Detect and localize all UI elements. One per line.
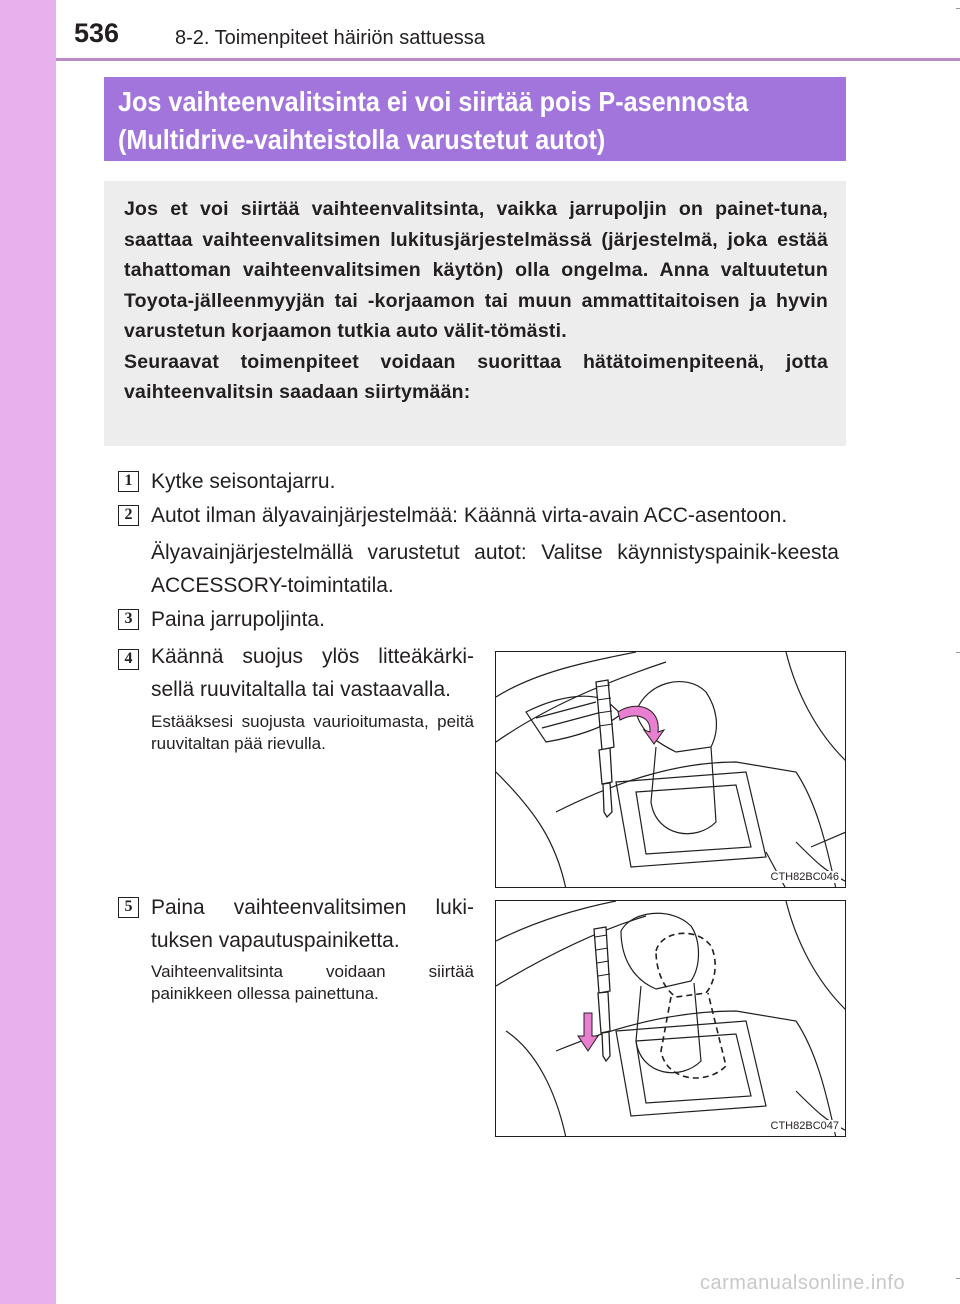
section-title-line-1: Jos vaihteenvalitsinta ei voi siirtää pois P-asennosta <box>118 86 749 117</box>
step-number-3: 3 <box>118 609 139 630</box>
header-divider <box>56 58 960 61</box>
page-number: 536 <box>74 18 120 48</box>
section-title-line-2: (Multidrive-vaihteistolla varustetut autot) <box>118 124 606 155</box>
crop-mark <box>956 8 960 9</box>
watermark: carmanualsonline.info <box>700 1272 906 1294</box>
step-1-text: Kytke seisontajarru. <box>151 470 336 493</box>
crop-mark <box>956 652 960 653</box>
chapter-sidebar-tab <box>0 0 56 1304</box>
step-2-text: Autot ilman älyavainjärjestelmää: Käännä virta-avain ACC-asentoon. <box>151 504 788 527</box>
chapter-title: 8-2. Toimenpiteet häiriön sattuessa <box>175 27 485 49</box>
section-title-banner <box>104 77 846 161</box>
shift-lock-drawing <box>496 901 846 1137</box>
intro-paragraph-2: Seuraavat toimenpiteet voidaan suorittaa hätätoimenpiteenä, jotta vaihteenvalitsin saadaan siirtymään: <box>124 350 828 403</box>
step-5-note: Vaihteenvalitsinta voidaan siirtää painikkeen ollessa painettuna. <box>151 962 474 1003</box>
crop-mark <box>956 1278 960 1279</box>
step-5-text: Paina vaihteenvalitsimen luki-tuksen vapautuspainiketta. <box>151 896 474 952</box>
step-number-5: 5 <box>118 897 139 918</box>
step-2-text-smart-key: Älyavainjärjestelmällä varustetut autot: Valitse käynnistyspainik-keesta ACCESSORY-toimintatila. <box>151 541 839 597</box>
intro-box <box>104 181 846 446</box>
step-4-note: Estääksesi suojusta vaurioitumasta, peitä ruuvitaltan pää rievulla. <box>151 712 474 753</box>
step-number-4: 4 <box>118 649 139 670</box>
step-3-text: Paina jarrupoljinta. <box>151 608 325 631</box>
figure-code-2: CTH82BC047 <box>770 1120 839 1132</box>
illustration-shift-lock-release <box>495 900 846 1137</box>
step-number-2: 2 <box>118 505 139 526</box>
illustration-screwdriver-cover <box>495 651 846 888</box>
figure-code-1: CTH82BC046 <box>770 871 839 883</box>
intro-paragraph-1: Jos et voi siirtää vaihteenvalitsinta, vaikka jarrupoljin on painet-tuna, saattaa vaihteenvalitsimen lukitusjärjestelmässä (järjestelmä, joka estää tahattoman vaihteenvalitsimen käytön) olla ongelma. Anna valtuutetun Toyota-jälleenmyyjän tai -korjaamon tai muun ammattitaitoisen ja hyvin varustetun korjaamon tutkia auto välit-tömästi. <box>124 198 828 342</box>
step-4-text: Käännä suojus ylös litteäkärki-sellä ruuvitaltalla tai vastaavalla. <box>151 645 474 701</box>
console-cover-drawing <box>496 652 846 888</box>
step-number-1: 1 <box>118 471 139 492</box>
